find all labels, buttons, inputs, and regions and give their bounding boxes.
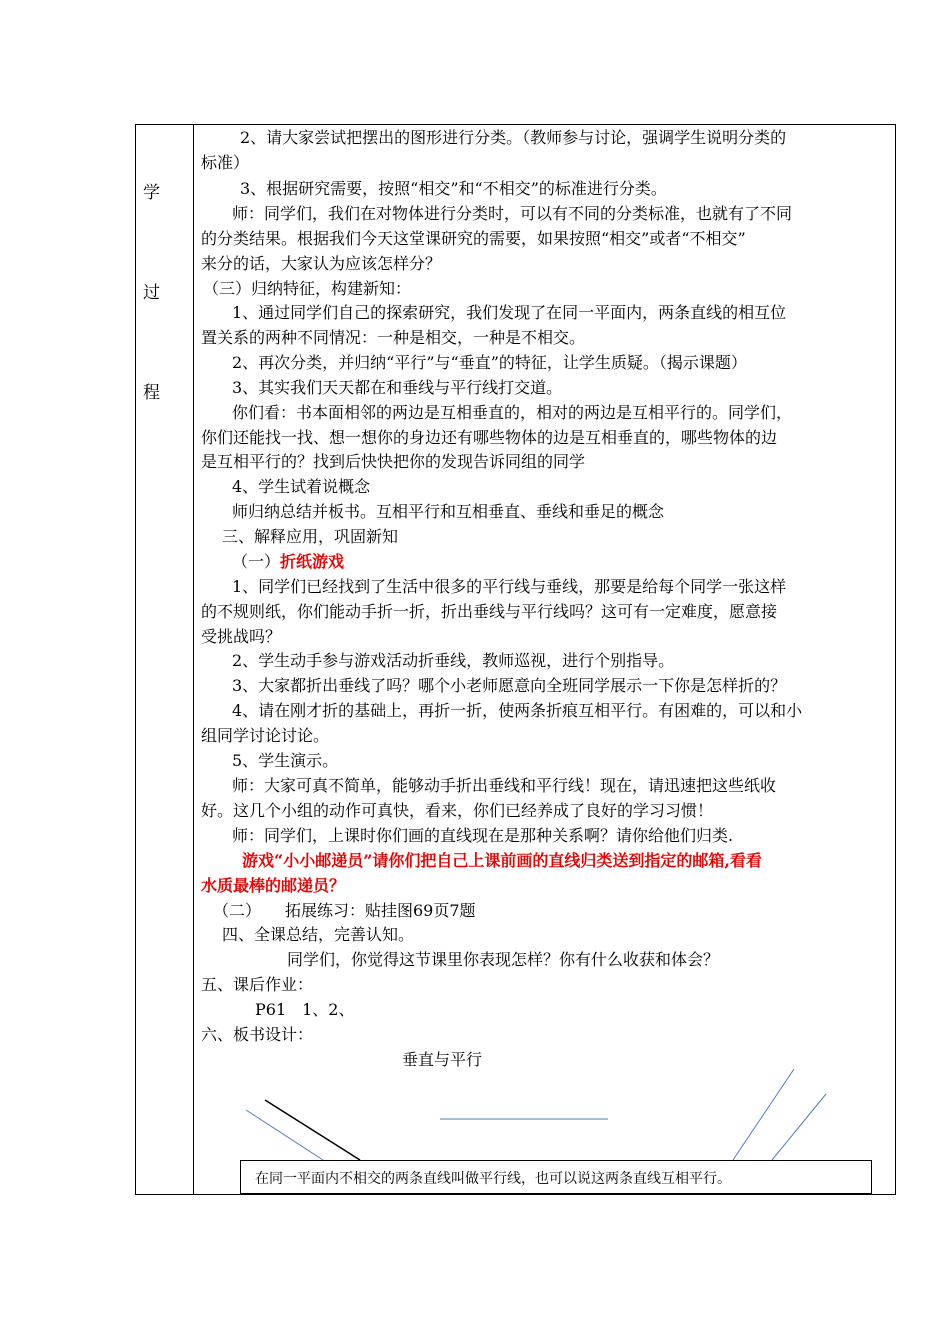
text-line: 师：同学们，我们在对物体进行分类时，可以有不同的分类标准，也就有了不同 <box>232 204 793 223</box>
text-line: 1、同学们已经找到了生活中很多的平行线与垂线，那要是给每个同学一张这样 <box>232 577 787 596</box>
text-line: 2、请大家尝试把摆出的图形进行分类。（教师参与讨论，强调学生说明分类的 <box>240 128 787 147</box>
text-line: 的分类结果。根据我们今天这堂课研究的需要，如果按照“相交”或者“不相交” <box>201 229 746 248</box>
text-line: 来分的话，大家认为应该怎样分？ <box>201 254 442 273</box>
section-heading: （三）归纳特征，构建新知： <box>203 279 412 298</box>
text-line: 1、通过同学们自己的探索研究，我们发现了在同一平面内，两条直线的相互位 <box>232 303 787 322</box>
section-heading: 六、板书设计： <box>201 1025 314 1044</box>
text-line: （二） 拓展练习：贴挂图69页7题 <box>213 901 476 920</box>
text-line: 师：大家可真不简单，能够动手折出垂线和平行线！现在，请迅速把这些纸收 <box>232 776 777 795</box>
text-line: 的不规则纸，你们能动手折一折，折出垂线与平行线吗？这可有一定难度，愿意接 <box>201 602 778 621</box>
section-heading: 五、课后作业： <box>201 975 314 994</box>
black-line <box>265 1100 360 1160</box>
text-line: 标准） <box>201 153 250 172</box>
text-line: 你们看：书本面相邻的两边是互相垂直的，相对的两边是互相平行的。同学们， <box>232 403 793 422</box>
subsection-number: （一） <box>232 552 281 571</box>
text-line: 3、其实我们天天都在和垂线与平行线打交道。 <box>232 378 563 397</box>
game-title: 折纸游戏 <box>280 552 345 571</box>
game-instruction: 游戏“小小邮递员”请你们把自己上课前画的直线归类送到指定的邮箱,看看 <box>242 851 762 870</box>
text-line: 组同学讨论讨论。 <box>201 726 330 745</box>
blue-line <box>733 1069 794 1160</box>
text-line: 3、根据研究需要，按照“相交”和“不相交”的标准进行分类。 <box>240 179 667 198</box>
text-line: 好。这几个小组的动作可真快，看来，你们已经养成了良好的学习习惯！ <box>201 801 714 820</box>
definition-text: 在同一平面内不相交的两条直线叫做平行线，也可以说这两条直线互相平行。 <box>255 1171 731 1187</box>
side-label-1: 学 <box>143 183 160 203</box>
text-line: 2、再次分类，并归纳“平行”与“垂直”的特征，让学生质疑。（揭示课题） <box>232 353 747 372</box>
text-line: 4、学生试着说概念 <box>232 477 371 496</box>
text-line: 师归纳总结并板书。互相平行和互相垂直、垂线和垂足的概念 <box>232 502 665 521</box>
text-line: 是互相平行的？找到后快快把你的发现告诉同组的同学 <box>201 452 586 471</box>
text-line: 2、学生动手参与游戏活动折垂线，教师巡视，进行个别指导。 <box>232 651 675 670</box>
text-line: 同学们，你觉得这节课里你表现怎样？你有什么收获和体会？ <box>287 950 720 969</box>
text-line: 你们还能找一找、想一想你的身边还有哪些物体的边是互相垂直的，哪些物体的边 <box>201 428 778 447</box>
blue-line <box>772 1094 826 1160</box>
section-heading: 三、解释应用，巩固新知 <box>222 527 399 546</box>
side-label-2: 过 <box>143 283 160 303</box>
text-line: P61 1、2、 <box>255 1000 355 1019</box>
text-line: 置关系的两种不同情况：一种是相交，一种是不相交。 <box>201 328 586 347</box>
board-title: 垂直与平行 <box>402 1050 483 1069</box>
text-line: 4、请在刚才折的基础上，再折一折，使两条折痕互相平行。有困难的，可以和小 <box>232 701 803 720</box>
definition-box <box>240 1160 872 1194</box>
blue-line <box>246 1110 323 1160</box>
text-line: 受挑战吗？ <box>201 627 282 646</box>
section-heading: 四、全课总结，完善认知。 <box>222 925 415 944</box>
side-label-3: 程 <box>143 383 160 403</box>
text-line: 师：同学们，上课时你们画的直线现在是那种关系啊？请你给他们归类. <box>232 826 734 845</box>
game-instruction: 水质最棒的邮递员？ <box>201 876 346 895</box>
text-line: 5、学生演示。 <box>232 751 339 770</box>
text-line: 3、大家都折出垂线了吗？哪个小老师愿意向全班同学展示一下你是怎样折的？ <box>232 676 787 695</box>
